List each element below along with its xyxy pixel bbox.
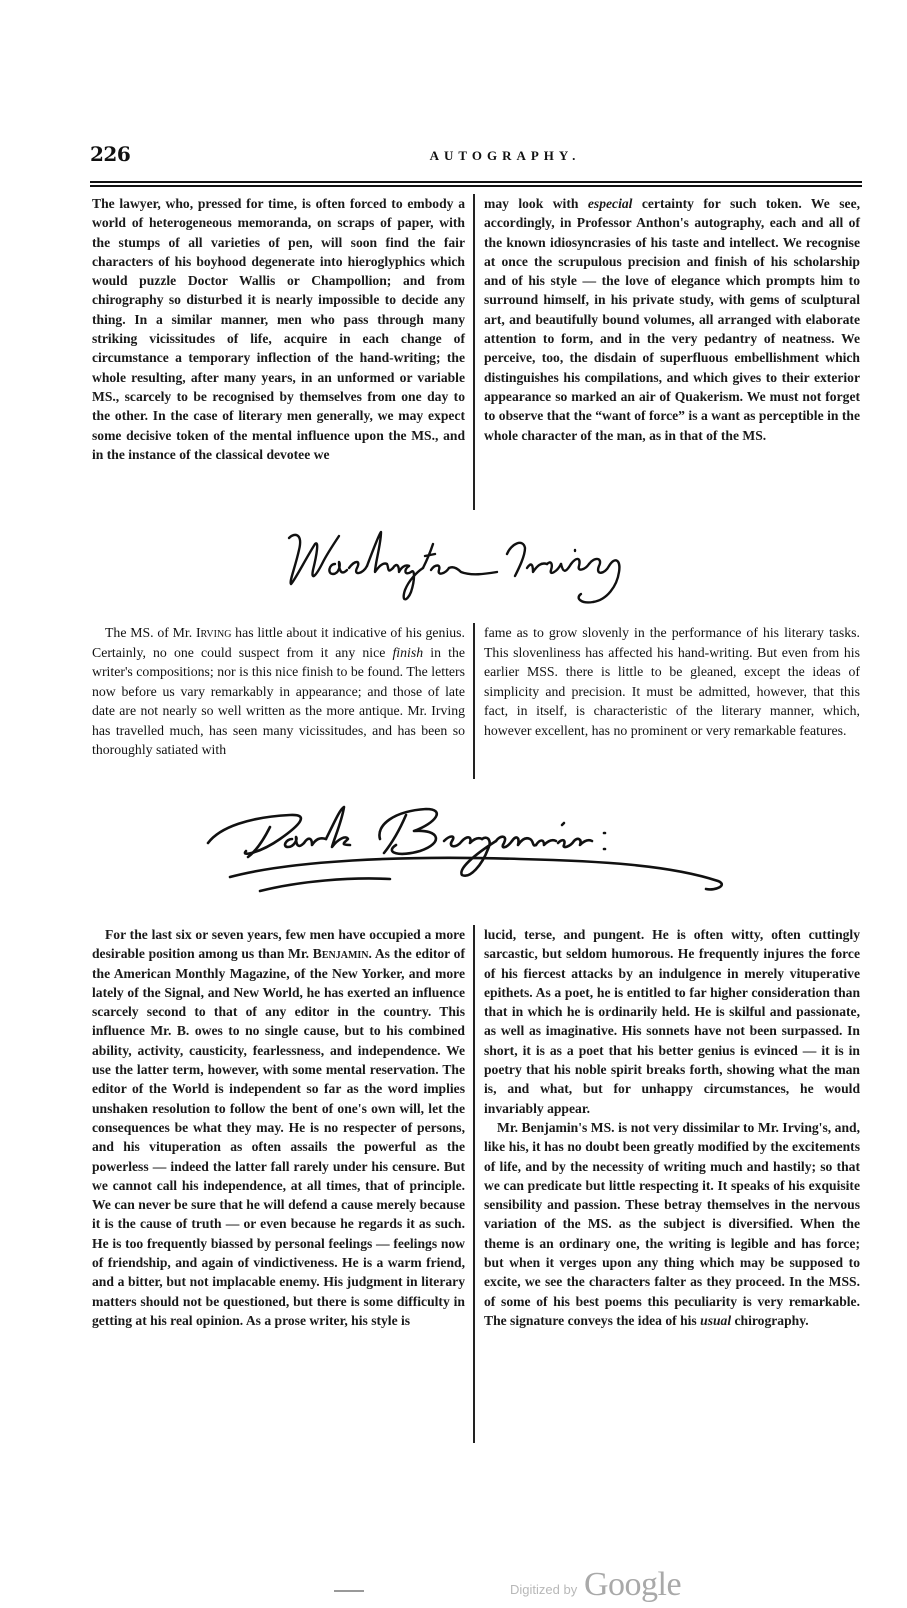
- irving-section: [92, 623, 862, 783]
- footer-mark: [334, 1590, 364, 1592]
- anthon-left-column: [92, 194, 465, 464]
- text-run: chirography.: [731, 1312, 809, 1328]
- text-run: . As the editor of the American Monthly Magazine, of the New Yorker, and more lately of the Signal, and New World, he has exerted an influence scarcely second to that of any editor in the country. This influence Mr. B. owes to no single cause, but to his combined ability, activity, causticity, fearlessness, and independence. We use the latter term, however, with some mental reservation. The editor of the World is independent so far as the word implies unshaken resolution to follow the bent of one's own will, let the consequences be what they may. He is no respecter of persons, and his vituperation as often assails the powerful as the powerless — indeed the latter fall rarely under his censure. But we cannot call his independence, at all times, that of principle. We can never be sure that he will defend a cause merely because it is the cause of truth — or even because he regards it as such. He is too frequently biassed by personal feelings — feelings now of friendship, and again of vindictiveness. He is a warm friend, and a bitter, but not implacable enemy. His judgment in literary matters should not be questioned, but there is some difficulty in getting at his real opinion. As a prose writer, his style is: [92, 946, 466, 1328]
- italic-word: finish: [392, 644, 424, 660]
- text-run: may look with: [484, 196, 588, 211]
- italic-word: especial: [587, 196, 633, 211]
- header-rule-thin: [90, 181, 862, 183]
- anthon-section: [92, 194, 862, 514]
- benjamin-left-text: [92, 925, 465, 1330]
- column-divider: [473, 194, 475, 510]
- benjamin-right-paragraph-2: [484, 1118, 860, 1330]
- benjamin-section: [92, 925, 862, 1445]
- text-run: The MS. of Mr.: [105, 625, 196, 640]
- running-title: AUTOGRAPHY.: [429, 148, 581, 163]
- text-run: in the writer's compositions; nor is this nice finish to be found. The letters now before us vary remarkably in appearance; and those of late date are not nearly so well written as the more antique. Mr. Irving has travelled much, has seen many vicissitudes, and has been so thoroughly satiated with: [92, 644, 465, 757]
- page-header: [90, 142, 860, 176]
- digitized-by-label: Digitized by: [510, 1582, 578, 1597]
- irving-left-text: [92, 623, 465, 760]
- text-run: has little about it indicative of his genius. Certainly, no one could suspect from it any nice: [92, 625, 466, 660]
- benjamin-left-column: [92, 925, 465, 1330]
- digitization-watermark: [510, 1568, 730, 1608]
- small-caps-name: Benjamin: [312, 946, 369, 962]
- irving-signature-script: [275, 520, 655, 615]
- irving-signature: [275, 520, 655, 615]
- benjamin-signature: [200, 795, 760, 915]
- irving-right-column: [484, 623, 860, 740]
- irving-right-text: fame as to grow slovenly in the performance of his literary tasks. This slovenliness has affected his hand-writing. But even from his earlier MSS. there is little to be gleaned, except the ideas of simplicity and precision. It must be admitted, however, that this fact, in itself, is characteristic of the literary manner, which, however excellent, has no prominent or very remarkable features.: [484, 625, 860, 738]
- text-run: certainty for such token. We see, accordingly, in Professor Anthon's autography, each and all of the known idiosyncrasies of his taste and intellect. We recognise at once the scrupulous precision and finish of his scholarship and of his style — the love of elegance which prompts him to surround himself, in his private study, with gems of sculptural art, and beautifully bound volumes, all arranged with elaborate attention to form, and in the very pedantry of neatness. We perceive, too, the disdain of superfluous embellishment which distinguishes his compilations, and which gives to their exterior appearance so marked an air of Quakerism. We must not forget to observe that the “want of force” is a want as perceptible in the whole character of the man, as in that of the MS.: [484, 196, 860, 443]
- benjamin-right-column: [484, 925, 860, 1330]
- italic-word: usual: [700, 1312, 732, 1328]
- benjamin-signature-script: [200, 795, 760, 915]
- anthon-left-text: The lawyer, who, pressed for time, is often forced to embody a world of heterogeneous memoranda, on scraps of paper, with the stumps of all varieties of pen, will soon find the fair characters of his boyhood degenerate into hieroglyphics which would puzzle Doctor Wallis or Champollion; and from chirography so disturbed it is nearly impossible to decide any thing. In a similar manner, men who pass through many striking vicissitudes of life, acquire in each change of circumstance a temporary inflection of the hand-writing; the whole resulting, after many years, in an unformed or variable MS., scarcely to be recognised by themselves from one day to the other. In the case of literary men generally, we may expect some decisive token of the mental influence upon the MS., and in the instance of the classical devotee we: [92, 196, 465, 462]
- benjamin-right-paragraph-1: lucid, terse, and pungent. He is often witty, often cuttingly sarcastic, but seldom humorous. He frequently injures the force of his fiercest attacks by an indulgence in merely vituperative epithets. As a poet, he is entitled to far higher consideration than that in which he is ordinarily held. He is skilful and passionate, as well as imaginative. His sonnets have not been surpassed. In short, it is as a poet that his better genius is evinced — it is in poetry that his noble spirit breaks forth, showing what the man is, and what, but for unhappy circumstances, he would invariably appear.: [484, 927, 860, 1116]
- anthon-right-column: [484, 194, 860, 445]
- column-divider: [473, 925, 475, 1443]
- column-divider: [473, 623, 475, 779]
- header-rule-thick: [90, 185, 862, 187]
- text-run: For the last six or seven years, few men have occupied a more desirable position among us than Mr.: [92, 927, 465, 962]
- text-run: Mr. Benjamin's MS. is not very dissimilar to Mr. Irving's, and, like his, it has no doubt been greatly modified by the excitements of life, and by the necessity of writing much and hastily; so that we can predicate but little respecting it. It speaks of his exquisite sensibility and passion. These betray themselves in the nervous variation of the MS. as the subject is diversified. When the theme is an ordinary one, the writing is legible and has force; but when it verges upon any thing which may be supposed to excite, we see the characters falter as they proceed. In the MSS. of some of his best poems this peculiarity is very remarkable. The signature conveys the idea of his: [484, 1119, 860, 1328]
- anthon-right-text: [484, 194, 860, 445]
- page-number: 226: [90, 142, 131, 166]
- google-logo: Google: [584, 1566, 682, 1603]
- irving-left-column: [92, 623, 465, 760]
- small-caps-name: Irving: [195, 625, 232, 640]
